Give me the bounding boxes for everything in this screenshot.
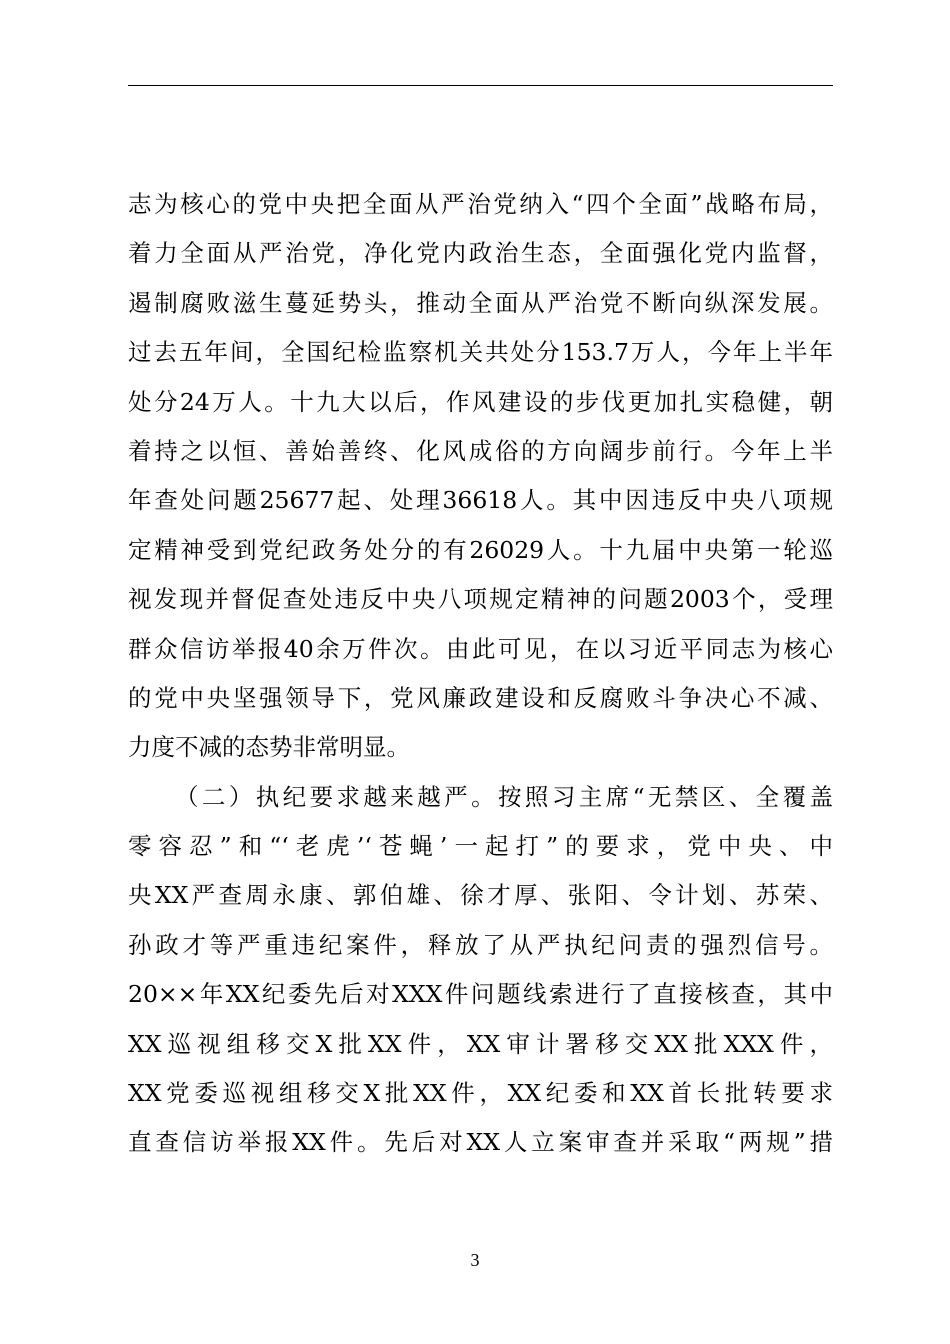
text-line: 20××年XX纪委先后对XXX件问题线索进行了直接核查，其中 — [128, 980, 833, 1009]
text-line: （二）执纪要求越来越严。按照习主席“无禁区、全覆盖 — [175, 782, 833, 811]
document-body — [128, 180, 833, 1168]
text-line: 零容忍”和“‘老虎’‘苍蝇’一起打”的要求，党中央、中 — [128, 832, 833, 861]
text-line: 遏制腐败滋生蔓延势头，推动全面从严治党不断向纵深发展。 — [128, 288, 833, 317]
page-number: 3 — [470, 1250, 480, 1270]
text-line: XX巡视组移交X批XX件，XX审计署移交XX批XXX件， — [128, 1029, 833, 1058]
text-line: 视发现并督促查处违反中央八项规定精神的问题2003个，受理 — [128, 585, 833, 614]
paragraph-2 — [128, 773, 833, 1168]
text-line: XX党委巡视组移交X批XX件，XX纪委和XX首长批转要求 — [128, 1079, 833, 1108]
text-line: 群众信访举报40余万件次。由此可见，在以习近平同志为核心 — [128, 634, 833, 663]
text-line: 直查信访举报XX件。先后对XX人立案审查并采取“两规”措 — [128, 1128, 833, 1157]
text-line: 孙政才等严重违纪案件，释放了从严执纪问责的强烈信号。 — [128, 930, 833, 959]
text-line: 力度不减的态势非常明显。 — [128, 733, 410, 762]
text-line: 志为核心的党中央把全面从严治党纳入“四个全面”战略布局， — [128, 190, 833, 218]
text-line: 着力全面从严治党，净化党内政治生态，全面强化党内监督， — [128, 239, 833, 268]
paragraph-1 — [128, 180, 833, 773]
header-rule — [128, 85, 833, 86]
text-line: 处分24万人。十九大以后，作风建设的步伐更加扎实稳健，朝 — [128, 387, 833, 416]
text-line: 定精神受到党纪政务处分的有26029人。十九届中央第一轮巡 — [128, 535, 833, 564]
text-line: 央XX严查周永康、郭伯雄、徐才厚、张阳、令计划、苏荣、 — [128, 881, 833, 910]
text-line: 年查处问题25677起、处理36618人。其中因违反中央八项规 — [128, 486, 833, 515]
text-line: 的党中央坚强领导下，党风廉政建设和反腐败斗争决心不减、 — [128, 683, 833, 712]
text-line: 过去五年间，全国纪检监察机关共处分153.7万人，今年上半年 — [128, 338, 833, 367]
text-line: 着持之以恒、善始善终、化风成俗的方向阔步前行。今年上半 — [128, 436, 833, 465]
